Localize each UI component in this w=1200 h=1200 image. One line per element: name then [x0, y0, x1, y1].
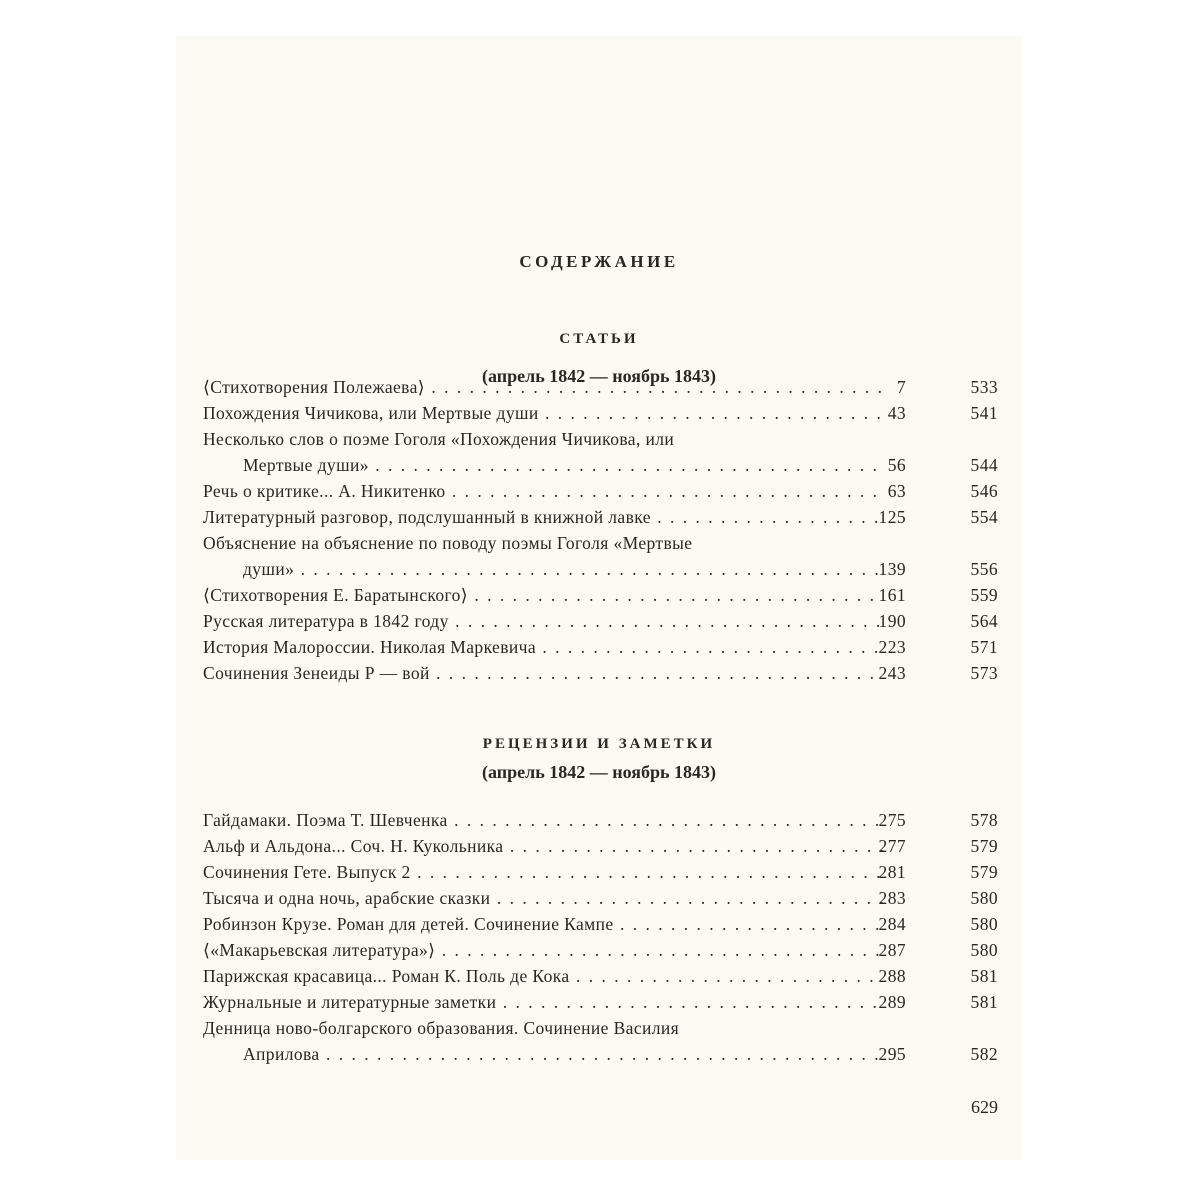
toc-entry: Речь о критике... А. Никитенко . . . 63 546 [203, 479, 998, 505]
toc-entry: Сочинения Зенеиды Р — вой . . . 243 573 [203, 661, 998, 687]
toc-entry: Русская литература в 1842 году . . . 190 564 [203, 609, 998, 635]
toc-entry: Объяснение на объяснение по поводу поэмы Гоголя «Мертвые [203, 533, 693, 553]
toc-entry: История Малороссии. Николая Маркевича . . . 223 571 [203, 635, 998, 661]
toc-entry: ⟨Стихотворения Е. Баратынского⟩ . . . 161 559 [203, 583, 998, 609]
section-subtitle-reviews: (апрель 1842 — ноябрь 1843) [481, 762, 717, 782]
book-page [176, 36, 1022, 1160]
toc-list-articles [203, 375, 998, 687]
toc-entry-continuation: души» . . . 139 556 [203, 557, 998, 583]
toc-entry: ⟨«Макарьевская литература»⟩ . . . 287 580 [203, 938, 998, 964]
toc-entry: Похождения Чичикова, или Мертвые души . . . 43 541 [203, 401, 998, 427]
toc-entry-continuation: Мертвые души» . . . 56 544 [203, 453, 998, 479]
section-title-reviews: РЕЦЕНЗИИ И ЗАМЕТКИ [482, 736, 716, 752]
toc-entry: Литературный разговор, подслушанный в книжной лавке . . . 125 554 [203, 505, 998, 531]
toc-entry-continuation: Априлова . . . 295 582 [203, 1042, 998, 1068]
toc-entry: Денница ново-болгарского образования. Сочинение Василия [203, 1018, 680, 1038]
toc-entry: Гайдамаки. Поэма Т. Шевченка . . . 275 578 [203, 808, 998, 834]
section-title-articles: СТАТЬИ [559, 331, 639, 347]
toc-entry: Парижская красавица... Роман К. Поль де Кока . . . 288 581 [203, 964, 998, 990]
toc-entry: Альф и Альдона... Соч. Н. Кукольника . . . 277 579 [203, 834, 998, 860]
toc-entry: Несколько слов о поэме Гоголя «Похождения Чичикова, или [203, 429, 675, 449]
toc-entry: Сочинения Гете. Выпуск 2 . . . 281 579 [203, 860, 998, 886]
toc-entry: Журнальные и литературные заметки . . . 289 581 [203, 990, 998, 1016]
toc-entry: ⟨Стихотворения Полежаева⟩ . . . 7 533 [203, 375, 998, 401]
toc-entry: Тысяча и одна ночь, арабские сказки . . . 283 580 [203, 886, 998, 912]
toc-entry: Робинзон Крузе. Роман для детей. Сочинение Кампе . . . 284 580 [203, 912, 998, 938]
section-subtitle-articles: (апрель 1842 — ноябрь 1843) [481, 366, 717, 386]
page-number: 629 [971, 1097, 998, 1117]
page-title: СОДЕРЖАНИЕ [519, 252, 679, 271]
toc-list-reviews [203, 808, 998, 1068]
